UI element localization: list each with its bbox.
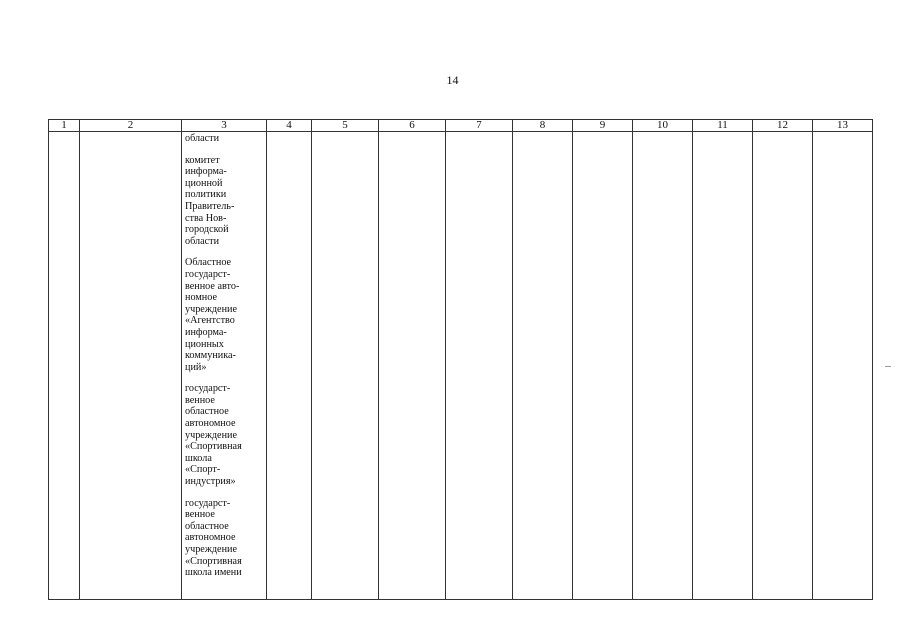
- column-number-row: [49, 120, 873, 132]
- column-header: 7: [446, 120, 513, 132]
- executor-entry-line: областное: [185, 520, 229, 532]
- executor-entry: [185, 133, 264, 145]
- executor-entry-line: государст-: [185, 497, 231, 509]
- executor-entry-line: политики: [185, 189, 227, 201]
- column-header: 3: [182, 120, 267, 132]
- table-cell: [312, 132, 379, 600]
- executor-entry-line: венное авто-: [185, 280, 240, 292]
- executor-entry-line: городской: [185, 224, 229, 236]
- executor-entry-line: автономное: [185, 532, 236, 544]
- table-cell: [80, 132, 182, 600]
- executor-entry-line: ционных: [185, 338, 224, 350]
- executor-entry-line: «Спортивная: [185, 441, 242, 453]
- executor-entry-line: государст-: [185, 383, 231, 395]
- executor-entry-line: венное: [185, 509, 215, 521]
- executor-entry-line: области: [185, 133, 220, 144]
- executor-entry-line: Правитель-: [185, 200, 235, 212]
- table-cell: [813, 132, 873, 600]
- executor-entry-line: «Спорт-: [185, 464, 221, 476]
- table-cell: [753, 132, 813, 600]
- column-header: 5: [312, 120, 379, 132]
- executor-entry-line: ционной: [185, 177, 223, 189]
- table-cell: [379, 132, 446, 600]
- executor-entry: [185, 257, 264, 373]
- executor-entry: [185, 383, 264, 487]
- executor-entry-line: «Агентство: [185, 315, 235, 327]
- executor-entry-line: области: [185, 235, 220, 247]
- executor-list: [182, 132, 266, 579]
- executor-entry-line: номное: [185, 292, 217, 304]
- table-cell: [693, 132, 753, 600]
- executor-entry-line: информа-: [185, 326, 227, 338]
- executor-entry-line: «Спортивная: [185, 555, 242, 567]
- column-header: 9: [573, 120, 633, 132]
- executor-entry: [185, 498, 264, 579]
- executor-cell: [182, 132, 267, 600]
- executor-entry-line: ций»: [185, 361, 207, 373]
- table-cell: [49, 132, 80, 600]
- executor-entry: [185, 155, 264, 248]
- executor-entry-line: государст-: [185, 268, 231, 280]
- table-row: [49, 132, 873, 600]
- executor-entry-line: автономное: [185, 418, 236, 430]
- column-header: 4: [267, 120, 312, 132]
- column-header: 2: [80, 120, 182, 132]
- column-header: 8: [513, 120, 573, 132]
- executor-entry-line: школа имени: [185, 567, 242, 579]
- column-header: 11: [693, 120, 753, 132]
- table-cell: [446, 132, 513, 600]
- column-header: 12: [753, 120, 813, 132]
- column-header: 13: [813, 120, 873, 132]
- executor-entry-line: учреждение: [185, 303, 238, 315]
- margin-mark: [885, 366, 891, 367]
- table-cell: [573, 132, 633, 600]
- executor-entry-line: ства Нов-: [185, 212, 227, 224]
- page-number: 14: [446, 73, 459, 87]
- data-table: [48, 119, 873, 600]
- table-cell: [513, 132, 573, 600]
- executor-entry-line: школа: [185, 452, 212, 464]
- executor-entry-line: Областное: [185, 257, 232, 269]
- table-cell: [633, 132, 693, 600]
- executor-entry-line: индустрия»: [185, 476, 236, 488]
- executor-entry-line: областное: [185, 406, 229, 418]
- executor-entry-line: комитет: [185, 154, 220, 166]
- executor-entry-line: учреждение: [185, 429, 238, 441]
- column-header: 1: [49, 120, 80, 132]
- executor-entry-line: учреждение: [185, 544, 238, 555]
- executor-entry-line: венное: [185, 394, 215, 406]
- column-header: 6: [379, 120, 446, 132]
- column-header: 10: [633, 120, 693, 132]
- executor-entry-line: коммуника-: [185, 350, 236, 362]
- table-cell: [267, 132, 312, 600]
- executor-entry-line: информа-: [185, 166, 227, 178]
